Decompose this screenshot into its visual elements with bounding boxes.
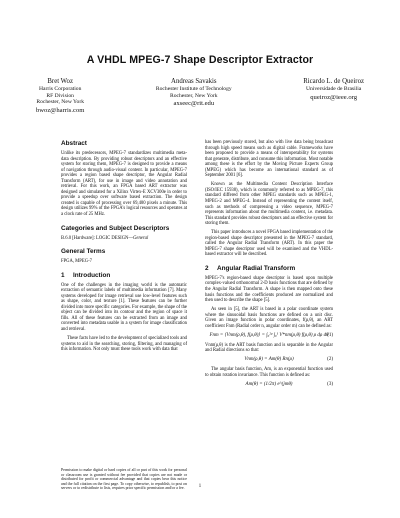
author-block (36, 78, 364, 115)
equation-body: Fnm = ⟨Vnm(ρ,θ), f(ρ,θ)⟩ = ∫₀²ᵖ ∫₀¹ V*nm(ρ,θ) f(ρ,θ) ρ dρ dθ (209, 332, 329, 338)
section-title: Introduction (73, 271, 111, 279)
equation-2 (205, 357, 333, 363)
right-paragraph-2: Known as the Multimedia Content Description Interface (ISO/IEC 15938), which is commonly referred to as MPEG-7, this standard differed from other MPEG standards such as MPEG-1, MPEG-2 and MPEG-4. Instead of representing the content itself, such as methods of compressing a video sequence, MPEG-7 represents information about the multimedia content, i.e. metadata. This standard provides robust descriptors and an effective system for storing them. (205, 182, 333, 227)
categories-heading: Categories and Subject Descriptors (61, 224, 170, 232)
categories-main: B.6.0 [Hardware]: LOGIC DESIGN— (61, 235, 134, 241)
equation-number: (3) (327, 382, 333, 388)
right-paragraph-7: The angular basis function, Am, is an exponential function used to obtain rotation invariance. This function is defined as: (205, 367, 333, 378)
author-email[interactable]: queiroz@ieee.org (310, 93, 357, 101)
author-affiliation: Harris Corporation (38, 86, 82, 92)
abstract-heading: Abstract (61, 140, 87, 147)
section-number: 1 (61, 271, 65, 279)
author-queiroz (303, 78, 364, 115)
page-number: 1 (198, 484, 202, 489)
author-email[interactable]: bwoz@harris.com (36, 106, 85, 114)
categories-text (61, 236, 187, 242)
author-name: Andreas Savakis (171, 78, 217, 85)
equation-number: (1) (327, 332, 333, 338)
author-affiliation: Rochester Institute of Technology (155, 86, 232, 92)
copyright-footnote: Permission to make digital or hard copies of all or part of this work for personal or classroom use is granted without fee provided that copies are not made or distributed for profit or commercial advantage and that copies bear this notice and the full citation on the first page. To copy otherwise, to republish, to post on servers or to redistribute to lists, requires prior specific permission and/or a fee. (61, 468, 187, 491)
equation-body: Am(θ) = (1/2π) e^(jmθ) (245, 382, 293, 388)
categories-general: General (133, 235, 149, 241)
general-terms-heading: General Terms (61, 248, 106, 256)
right-column (205, 140, 333, 392)
equation-number: (2) (327, 357, 333, 363)
right-paragraph-5: As seen in [5], the ART is based in a polar coordinate system where the sinusoidal basis functions are defined on a unit disc. Given an image function in polar coordinates, f(ρ,θ), an ART coefficient Fnm (Radial order n, angular order m) can be defined as: (205, 307, 333, 329)
author-woz (36, 78, 84, 115)
author-affiliation: RF Division (46, 92, 74, 99)
author-affiliation: Rochester, New York (36, 99, 84, 106)
author-affiliation: Rochester, New York (169, 92, 218, 99)
intro-paragraph-1: One of the challenges in the imaging world is the automatic extraction of semantic labels of multimedia information [7]. Many systems developed for image retrieval use low-level features such as shape, color, and texture [1]. These features can be further divided into more specific categories. For example, the shape of the object can be divided into its contour and the region of space it fills. All of these features can be extracted from an image and converted into metadata usable in a system for image classification and retrieval. (61, 282, 187, 333)
section-title: Angular Radial Transform (217, 264, 296, 272)
left-column (61, 140, 187, 356)
author-name: Ricardo L. de Queiroz (303, 78, 364, 85)
paper-title: A VHDL MPEG-7 Shape Descriptor Extractor (86, 54, 314, 66)
equation-1 (205, 333, 333, 339)
section-number: 2 (205, 264, 209, 272)
equation-3 (205, 382, 333, 388)
author-affiliation: Universidade de Brasilia (305, 86, 362, 92)
author-email[interactable]: axseec@rit.edu (173, 100, 215, 108)
author-name: Bret Woz (47, 78, 73, 85)
equation-body: Vnm(ρ,θ) = Am(θ) Rn(ρ) (244, 357, 294, 363)
right-paragraph-4: MPEG-7's region-based shape descriptor is based upon multiple complex-valued orthonormal 2-D basis functions that are defined by the Angular Radial Transform. A shape is then mapped onto these basis functions and the coefficients produced are normalized and then used to describe the shape [5]. (205, 275, 333, 304)
intro-paragraph-2: These facts have led to the development of specialized tools and systems to aid in the searching, storing, filtering, and managing of this information. Not only must these tools work with data that (61, 336, 187, 353)
author-savakis (156, 78, 232, 115)
right-paragraph-3: This paper introduces a novel FPGA based implementation of the region-based shape descriptor presented in the MPEG-7 standard, called the Angular Radial Transform (ART). In this paper the MPEG-7 shape descriptor used will be examined and the VHDL-based extractor will be described. (205, 230, 333, 258)
right-paragraph-6: Vnm(ρ,θ) is the ART basis function and is separable in the Angular and Radial directions so that: (205, 342, 333, 354)
section-2-heading (205, 265, 333, 273)
abstract-text: Unlike its predecessors, MPEG-7 standardizes multimedia meta-data description. By providing robust descriptors and an effective system for storing them, MPEG-7 is designed to provide a means of navigation through audio-visual content. In particular, MPEG-7 provides a region based shape descriptor, the Angular Radial Transform (ART), for use in image and video annotation and retrieval. For this work, an FPGA based ART extractor was designed and simulated for a Xilinx Virtex-E XCV300e in order to provide a speedup over software based extraction. The design created is capable of processing over 69,400 pixels a minute. This design utilizes 99% of the FPGA's logical resources and operates at a clock rate of 25 MHz. (61, 151, 187, 218)
intro-heading (61, 272, 187, 280)
general-terms-text: FPGA, MPEG-7 (61, 259, 92, 265)
right-paragraph-1: has been previously stored, but also with live data being broadcast through high speed means such as digital cable. Frameworks have been proposed to provide a means of interoperability for systems that generate, distribute, and consume this information. Most notable among these is the effort by the Moving Picture Experts Group (MPEG) which has become an international standard as of September 2001 [6]. (205, 140, 333, 179)
